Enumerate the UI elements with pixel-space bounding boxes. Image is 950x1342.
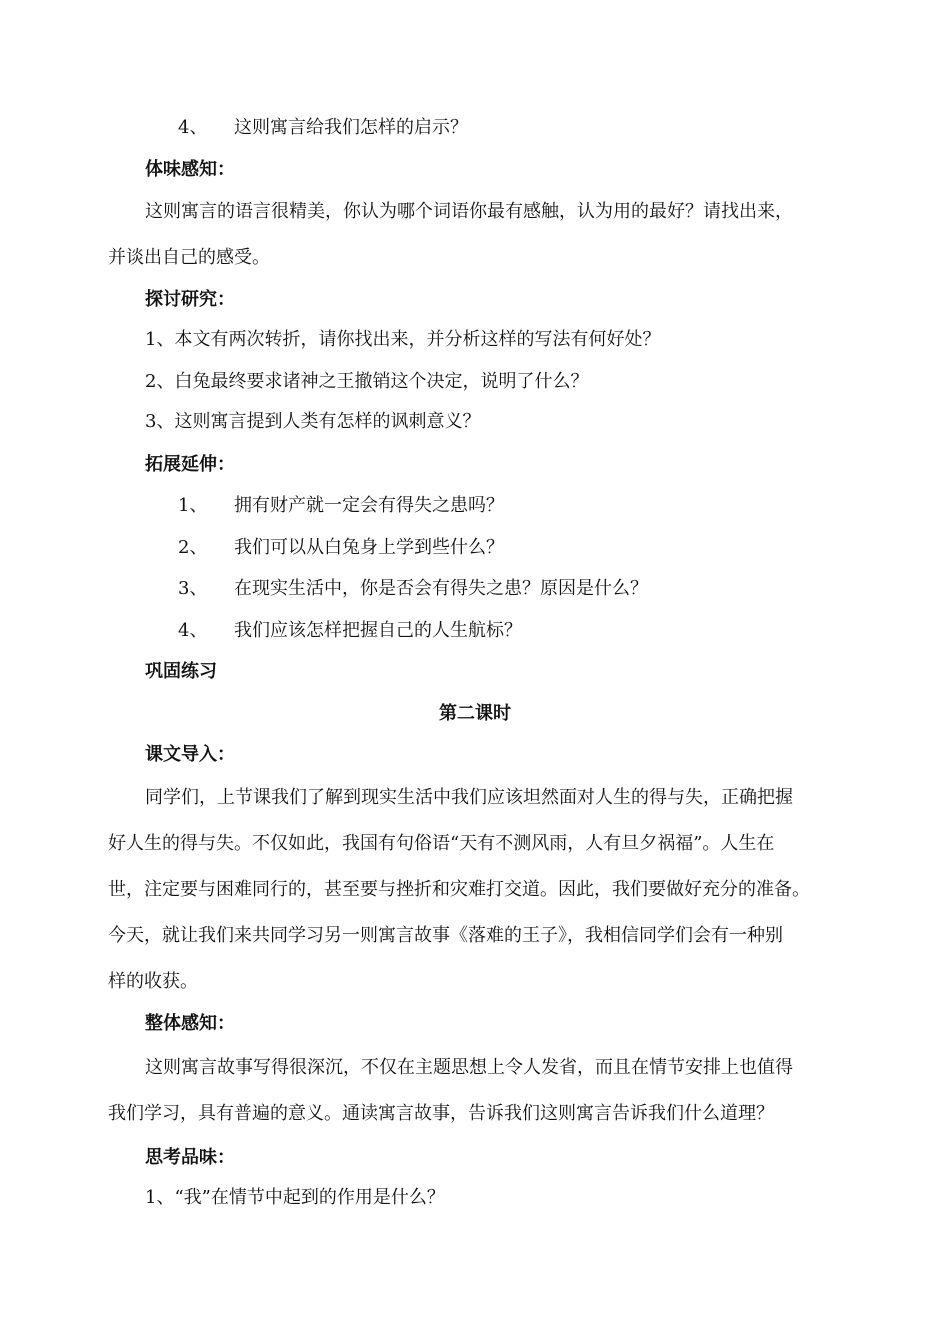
- lesson-title: 第二课时: [439, 703, 511, 724]
- question-text: 这则寓言给我们怎样的启示？: [234, 117, 468, 138]
- paragraph-line: 这则寓言故事写得很深沉，不仅在主题思想上令人发省，而且在情节安排上也值得: [145, 1057, 793, 1078]
- section-heading-daoru: 课文导入：: [145, 744, 235, 765]
- paragraph-line: 我们学习，具有普遍的意义。通读寓言故事，告诉我们这则寓言告诉我们什么道理？: [108, 1103, 774, 1124]
- list-item-number: 4、: [178, 620, 208, 641]
- paragraph-line: 世，注定要与困难同行的，甚至要与挫折和灾难打交道。因此，我们要做好充分的准备。: [108, 879, 810, 900]
- paragraph-line: 这则寓言的语言很精美，你认为哪个词语你最有感触，认为用的最好？请找出来，: [145, 201, 793, 222]
- question-number: 4、: [178, 117, 208, 138]
- section-heading-zhengti: 整体感知：: [145, 1013, 235, 1034]
- list-item-number: 3、: [178, 578, 208, 599]
- list-item-number: 2、: [178, 537, 208, 558]
- list-item: 拥有财产就一定会有得失之患吗？: [234, 495, 504, 516]
- section-heading-gonggu: 巩固练习: [145, 661, 217, 682]
- section-heading-tuozhan: 拓展延伸：: [145, 454, 235, 475]
- paragraph-line: 样的收获。: [108, 971, 198, 992]
- list-item: 3、这则寓言提到人类有怎样的讽刺意义？: [145, 411, 481, 432]
- paragraph-line: 好人生的得与失。不仅如此，我国有句俗语“天有不测风雨，人有旦夕祸福”。人生在: [108, 833, 775, 854]
- list-item: 我们应该怎样把握自己的人生航标？: [234, 620, 522, 641]
- section-heading-tiwei: 体味感知：: [145, 159, 235, 180]
- list-item: 我们可以从白兔身上学到些什么？: [234, 537, 504, 558]
- paragraph-line: 同学们，上节课我们了解到现实生活中我们应该坦然面对人生的得与失，正确把握: [145, 787, 793, 808]
- list-item: 1、“我”在情节中起到的作用是什么？: [145, 1187, 445, 1208]
- section-heading-sikao: 思考品味：: [145, 1147, 235, 1168]
- list-item: 2、白兔最终要求诸神之王撤销这个决定，说明了什么？: [145, 371, 589, 392]
- paragraph-line: 今天，就让我们来共同学习另一则寓言故事《落难的王子》，我相信同学们会有一种别: [108, 925, 783, 946]
- list-item-number: 1、: [178, 495, 208, 516]
- list-item: 在现实生活中，你是否会有得失之患？原因是什么？: [234, 578, 648, 599]
- list-item: 1、本文有两次转折，请你找出来，并分析这样的写法有何好处？: [145, 329, 661, 350]
- paragraph-line: 并谈出自己的感受。: [108, 247, 270, 268]
- section-heading-tantao: 探讨研究：: [145, 289, 235, 310]
